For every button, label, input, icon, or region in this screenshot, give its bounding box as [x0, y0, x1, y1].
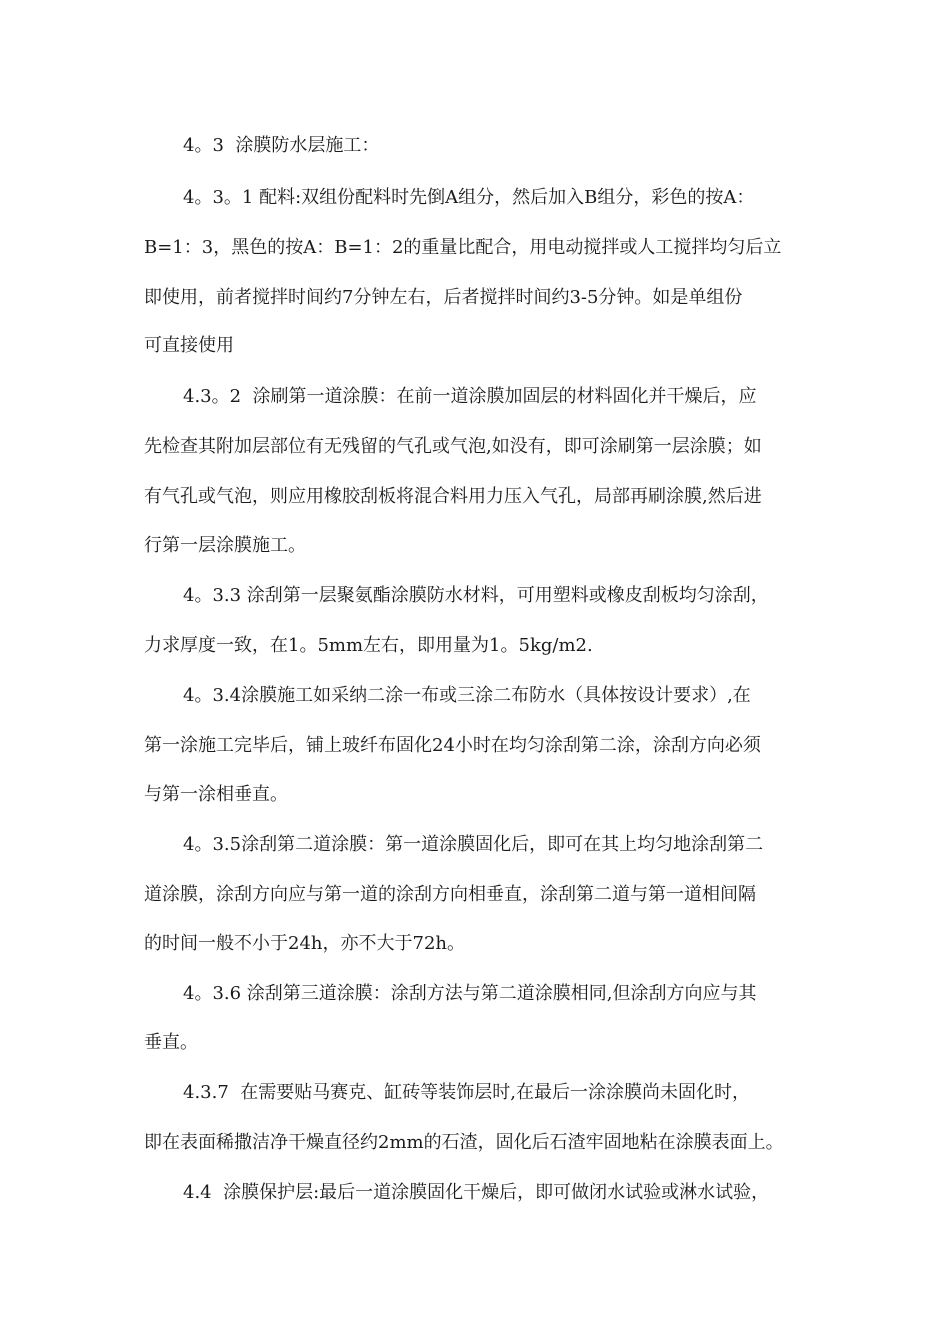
paragraph-line: 即在表面稀撒洁净干燥直径约2mm的石渣，固化后石渣牢固地粘在涂膜表面上。 — [144, 1132, 784, 1153]
paragraph-line: 的时间一般不小于24h，亦不大于72h。 — [144, 933, 465, 954]
paragraph-line: 4。3。1 配料:双组份配料时先倒A组分，然后加入B组分，彩色的按A： — [183, 187, 755, 208]
paragraph-line: 4。3.4涂膜施工如采纳二涂一布或三涂二布防水（具体按设计要求）,在 — [183, 685, 751, 706]
paragraph-line: 4.3.7 在需要贴马赛克、缸砖等装饰层时,在最后一涂涂膜尚未固化时， — [183, 1082, 750, 1103]
paragraph-line: 力求厚度一致，在1。5mm左右，即用量为1。5kg/m2. — [144, 635, 593, 656]
paragraph-line: 即使用，前者搅拌时间约7分钟左右，后者搅拌时间约3-5分钟。如是单组份 — [144, 287, 743, 308]
paragraph-line: 4.3。2 涂刷第一道涂膜：在前一道涂膜加固层的材料固化并干燥后，应 — [183, 386, 757, 407]
paragraph-line: B=1：3，黑色的按A：B=1：2的重量比配合，用电动搅拌或人工搅拌均匀后立 — [144, 237, 782, 258]
paragraph-line: 与第一涂相垂直。 — [144, 784, 288, 805]
paragraph-line: 有气孔或气泡，则应用橡胶刮板将混合料用力压入气孔，局部再刷涂膜,然后进 — [144, 486, 762, 507]
paragraph-line: 道涂膜，涂刮方向应与第一道的涂刮方向相垂直，涂刮第二道与第一道相间隔 — [144, 884, 756, 905]
paragraph-line: 第一涂施工完毕后，铺上玻纤布固化24小时在均匀涂刮第二涂，涂刮方向必须 — [144, 735, 761, 756]
heading-4-3: 4。3 涂膜防水层施工： — [183, 135, 380, 156]
paragraph-line: 4.4 涂膜保护层:最后一道涂膜固化干燥后，即可做闭水试验或淋水试验， — [183, 1182, 770, 1203]
paragraph-line: 垂直。 — [144, 1032, 198, 1053]
paragraph-line: 4。3.3 涂刮第一层聚氨酯涂膜防水材料，可用塑料或橡皮刮板均匀涂刮， — [183, 585, 769, 606]
paragraph-line: 4。3.5涂刮第二道涂膜：第一道涂膜固化后，即可在其上均匀地涂刮第二 — [183, 834, 764, 855]
paragraph-line: 先检查其附加层部位有无残留的气孔或气泡,如没有，即可涂刷第一层涂膜；如 — [144, 436, 762, 457]
paragraph-line: 4。3.6 涂刮第三道涂膜：涂刮方法与第二道涂膜相同,但涂刮方向应与其 — [183, 983, 757, 1004]
paragraph-line: 行第一层涂膜施工。 — [144, 535, 306, 556]
paragraph-line: 可直接使用 — [144, 335, 234, 356]
